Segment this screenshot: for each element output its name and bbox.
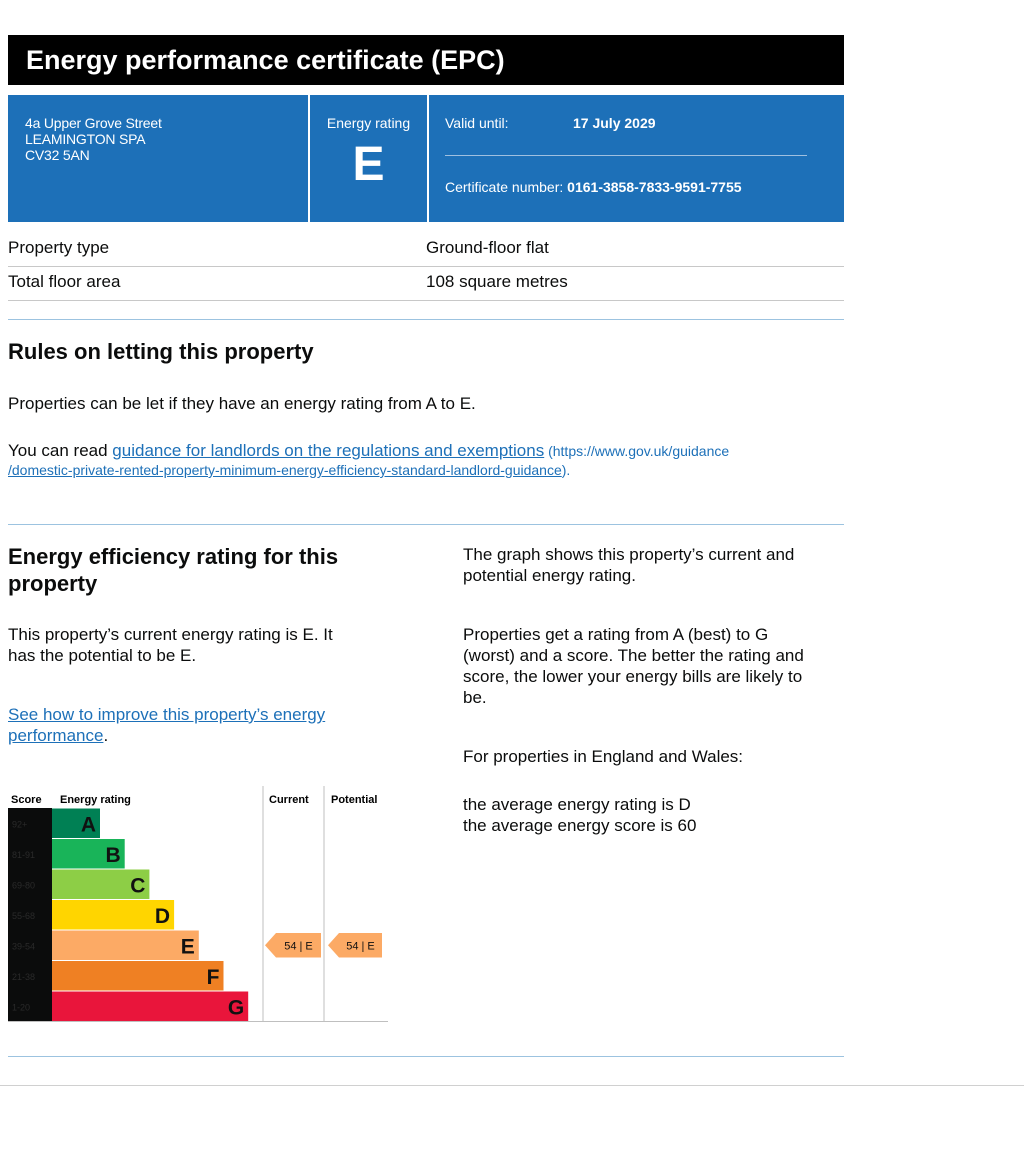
- chart-header-score: Score: [11, 794, 42, 806]
- chart-band-score: 92+: [12, 819, 28, 830]
- address-block: [8, 95, 305, 222]
- chart-header-rating: Energy rating: [60, 794, 131, 806]
- chart-band-score: 69-80: [12, 880, 36, 891]
- section-divider: [8, 1056, 844, 1057]
- chart-band-letter: D: [154, 904, 171, 928]
- page-header: [8, 35, 844, 85]
- scale-line3: score, the lower your energy bills are likely to: [463, 667, 803, 686]
- current-rating-label: 54 | E: [284, 940, 313, 953]
- improve-link-suffix: .: [103, 726, 109, 745]
- chart-band-score: 55-68: [12, 910, 36, 921]
- address-line-3: CV32 5AN: [25, 147, 90, 163]
- valid-until-date: 17 July 2029: [573, 115, 656, 131]
- average-score: the average energy score is 60: [463, 816, 697, 835]
- address-line-2: LEAMINGTON SPA: [25, 131, 146, 147]
- scale-line1: Properties get a rating from A (best) to G: [463, 625, 769, 644]
- page-bottom-border: [0, 1085, 1024, 1086]
- chart-band-letter: A: [80, 813, 96, 837]
- region-text: For properties in England and Wales:: [463, 747, 744, 766]
- chart-band-score: 1-20: [12, 1002, 31, 1013]
- divider: [445, 155, 807, 156]
- chart-band-letter: F: [206, 965, 220, 989]
- chart-header-potential: Potential: [331, 794, 378, 806]
- page-title: Energy performance certificate (EPC): [26, 45, 505, 75]
- guidance-paragraph: [8, 440, 838, 462]
- certificate-number-label: Certificate number:: [445, 179, 564, 195]
- certificate-number-value: 0161-3858-7833-9591-7755: [567, 179, 742, 195]
- property-type-row: [8, 232, 844, 267]
- chart-band-bar: [52, 992, 248, 1022]
- graph-explanation-line2: potential energy rating.: [463, 566, 636, 585]
- energy-rating-chart-svg: [8, 786, 388, 1026]
- current-rating-text: [8, 624, 333, 666]
- guidance-prefix: You can read: [8, 441, 113, 460]
- address-line-1: 4a Upper Grove Street: [25, 115, 162, 131]
- scale-line4: be.: [463, 688, 487, 707]
- improve-link-line1[interactable]: See how to improve this property’s energy: [8, 705, 326, 724]
- section-divider: [8, 319, 844, 320]
- potential-rating-label: 54 | E: [346, 940, 375, 953]
- rating-block: [308, 95, 429, 222]
- guidance-url-line1[interactable]: (https://www.gov.uk/guidance: [544, 443, 730, 459]
- chart-band-score: 21-38: [12, 971, 36, 982]
- graph-explanation-line1: The graph shows this property’s current and: [463, 545, 795, 564]
- guidance-link[interactable]: guidance for landlords on the regulations and exemptions: [112, 441, 545, 460]
- valid-until-label: Valid until:: [445, 115, 509, 131]
- letting-paragraph: Properties can be let if they have an energy rating from A to E.: [8, 394, 476, 413]
- rating-label: Energy rating: [326, 115, 411, 131]
- property-type-label: Property type: [8, 238, 110, 257]
- chart-band-score: 39-54: [12, 941, 36, 952]
- scale-line2: (worst) and a score. The better the rating and: [463, 646, 804, 665]
- guidance-url-paragraph: [8, 462, 570, 478]
- improve-link-line2[interactable]: performance: [8, 726, 104, 745]
- chart-band-bar: [52, 961, 224, 991]
- section-divider: [8, 524, 844, 525]
- chart-band-letter: C: [130, 874, 146, 898]
- floor-area-row: [8, 266, 844, 301]
- graph-explanation: [463, 544, 794, 586]
- certificate-summary: [8, 95, 844, 222]
- rating-letter: E: [352, 138, 385, 191]
- efficiency-heading: [8, 543, 338, 597]
- efficiency-heading-line2: property: [8, 571, 98, 596]
- rating-scale-explanation: [463, 624, 804, 708]
- chart-band-letter: E: [180, 935, 195, 959]
- chart-band-letter: G: [227, 996, 245, 1020]
- average-rating: the average energy rating is D: [463, 795, 691, 814]
- chart-band-bar: [52, 931, 199, 961]
- current-rating-line2: has the potential to be E.: [8, 646, 197, 665]
- guidance-suffix: ).: [561, 462, 571, 478]
- certificate-number: [445, 179, 742, 195]
- letting-heading: Rules on letting this property: [8, 339, 314, 364]
- energy-rating-chart: [8, 786, 388, 1026]
- current-rating-line1: This property’s current energy rating is E. It: [8, 625, 333, 644]
- chart-band-score: 81-91: [12, 849, 36, 860]
- chart-band-letter: B: [105, 843, 121, 867]
- improve-link-text: [8, 704, 325, 746]
- floor-area-value: 108 square metres: [426, 272, 568, 291]
- property-type-value: Ground-floor flat: [426, 238, 549, 257]
- chart-header-current: Current: [269, 794, 309, 806]
- efficiency-heading-line1: Energy efficiency rating for this: [8, 544, 339, 569]
- average-text: [463, 794, 696, 836]
- floor-area-label: Total floor area: [8, 272, 121, 291]
- guidance-url-line2[interactable]: /domestic-private-rented-property-minimum-energy-efficiency-standard-landlord-guidance: [8, 462, 562, 478]
- validity-block: [428, 95, 844, 222]
